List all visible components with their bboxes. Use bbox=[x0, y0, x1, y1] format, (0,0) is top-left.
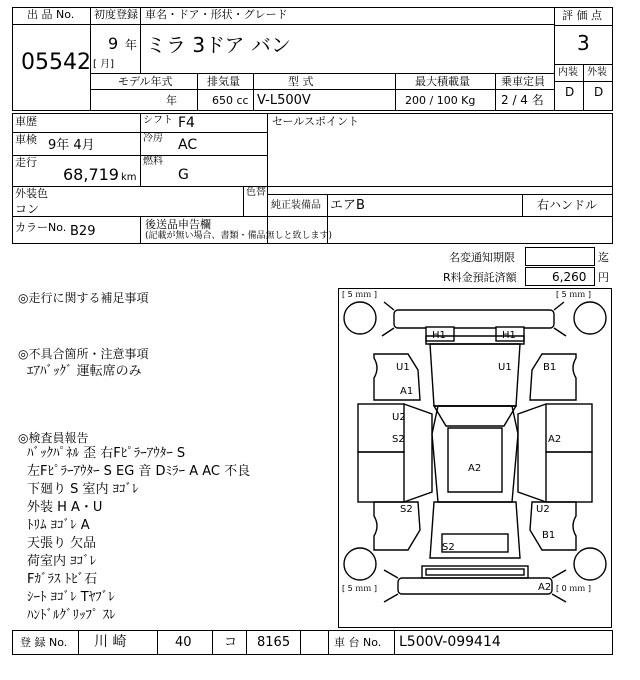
history-label: 車歴 bbox=[15, 115, 37, 128]
details-div-1 bbox=[140, 113, 141, 186]
tread-bottom-right: [ 0 ｍｍ ] bbox=[556, 584, 591, 593]
footer-div-1 bbox=[78, 630, 79, 655]
spec-top-line bbox=[90, 73, 554, 74]
shift-label: シフト bbox=[143, 115, 173, 126]
options-div-1 bbox=[327, 194, 328, 216]
options-label: 純正装備品 bbox=[271, 200, 321, 211]
ext-color-label: 外装色 bbox=[15, 187, 48, 200]
recycle-amount: 6,260 bbox=[552, 270, 587, 284]
name-change-label: 名変通知期限 bbox=[449, 251, 515, 264]
score-label-line bbox=[554, 25, 613, 26]
lot-label-line bbox=[12, 24, 90, 25]
model-type-label: 型 式 bbox=[288, 75, 314, 88]
color-no-value: B29 bbox=[70, 224, 96, 239]
fuel-label: 燃料 bbox=[143, 156, 163, 167]
mark-a2-bottom: A2 bbox=[538, 582, 552, 593]
tail-lamp-inner bbox=[426, 569, 524, 575]
color-div bbox=[243, 186, 244, 216]
color-no-label: カラーNo. bbox=[15, 221, 67, 234]
reg-label-line bbox=[90, 24, 554, 25]
reg-number: 8165 bbox=[257, 635, 291, 650]
max-load-label: 最大積載量 bbox=[415, 75, 470, 88]
repaint-label: 色替 bbox=[246, 187, 266, 198]
inspector-line-10: ﾊﾝﾄﾞﾙｸﾞﾘｯﾌﾟ ｽﾚ bbox=[27, 608, 116, 623]
roof bbox=[448, 428, 502, 492]
options-div-2 bbox=[522, 194, 523, 216]
lot-number: 05542 bbox=[21, 50, 91, 75]
mark-b1-bottom: B1 bbox=[542, 530, 556, 541]
fender-front-right bbox=[530, 354, 576, 400]
mark-u2-bottom: U2 bbox=[536, 504, 550, 515]
mark-s2-bottom: S2 bbox=[442, 542, 455, 553]
hood bbox=[430, 344, 520, 406]
tire-front-right bbox=[574, 302, 606, 334]
windshield bbox=[434, 406, 516, 426]
inspector-line-2: 左Fﾋﾟﾗｰｱｳﾀｰ S EG 音 Dﾐﾗｰ A AC 不良 bbox=[27, 464, 251, 479]
lot-label: 出 品 No. bbox=[27, 8, 75, 21]
options-value: エアB bbox=[330, 198, 365, 213]
inspector-line-1: ﾊﾞｯｸﾊﾟﾈﾙ 歪 右Fﾋﾟﾗｰｱｳﾀｰ S bbox=[27, 446, 186, 461]
footer-div-7 bbox=[394, 630, 395, 655]
car-diagram bbox=[338, 288, 612, 628]
footer-div-6 bbox=[328, 630, 329, 655]
score-value: 3 bbox=[577, 31, 590, 55]
body-center bbox=[432, 406, 518, 502]
docs-note: (記載が無い場合、書類・備品無しと致します) bbox=[145, 231, 333, 241]
mark-b1-top: B1 bbox=[543, 362, 557, 373]
details-div-2 bbox=[267, 113, 268, 244]
mark-s2-left: S2 bbox=[392, 434, 405, 445]
recycle-label: R料金預託済額 bbox=[443, 271, 517, 284]
reg-divider bbox=[140, 7, 141, 73]
grade-divider bbox=[583, 64, 584, 111]
quarter-rear-left bbox=[374, 502, 420, 550]
inspector-line-4: 外装 H A・U bbox=[27, 500, 103, 515]
aircon-value: AC bbox=[178, 137, 198, 153]
model-year-unit: 年 bbox=[166, 94, 177, 107]
spec-div-1 bbox=[197, 73, 198, 111]
mark-u1-mid: U1 bbox=[498, 362, 512, 373]
car-name-label: 車名・ドア・形状・グレード bbox=[145, 8, 288, 21]
tail-lamp bbox=[422, 566, 528, 578]
grade-value-line bbox=[554, 81, 613, 82]
chassis-label: 車 台 No. bbox=[334, 636, 382, 649]
mark-s2-bottom-left: S2 bbox=[400, 504, 413, 515]
displacement: 650 cc bbox=[212, 94, 249, 107]
tread-bottom-left: [ 5 ｍｍ ] bbox=[342, 584, 377, 593]
spec-div-3 bbox=[395, 73, 396, 111]
displacement-label: 排気量 bbox=[207, 75, 240, 88]
interior-grade-label: 内装 bbox=[558, 67, 578, 78]
first-reg-year: 9 bbox=[108, 34, 119, 53]
exterior-grade-label: 外装 bbox=[587, 67, 607, 78]
rear-bumper bbox=[398, 578, 552, 594]
tread-top-right: [ 5 ｍｍ ] bbox=[556, 290, 591, 299]
capacity-label: 乗車定員 bbox=[501, 75, 545, 88]
door-right-rear bbox=[546, 452, 592, 502]
exterior-grade: D bbox=[594, 85, 604, 99]
handle-position: 右ハンドル bbox=[537, 198, 598, 212]
recycle-unit: 円 bbox=[598, 271, 609, 284]
tire-rear-right bbox=[574, 548, 606, 580]
model-year-label: モデル年式 bbox=[118, 75, 173, 88]
capacity: 2 / 4 名 bbox=[501, 93, 544, 107]
side-left-sill bbox=[404, 404, 432, 502]
first-reg-label: 初度登録 bbox=[94, 8, 138, 21]
model-type: V-L500V bbox=[257, 93, 311, 108]
sales-point-label: セールスポイント bbox=[272, 115, 360, 128]
interior-grade: D bbox=[565, 85, 575, 99]
mark-u1-left: U1 bbox=[396, 362, 410, 373]
details-line-4 bbox=[12, 216, 613, 217]
inspector-line-8: Fｶﾞﾗｽ ﾄﾋﾞ石 bbox=[27, 572, 98, 587]
footer-div-2 bbox=[157, 630, 158, 655]
details-line-2 bbox=[12, 155, 267, 156]
reg-area: 川 崎 bbox=[94, 634, 127, 650]
defects-line: ｴｱﾊﾞｯｸﾞ 運転席のみ bbox=[27, 364, 142, 379]
mark-u2-top: U2 bbox=[392, 412, 406, 423]
mark-a1: A1 bbox=[400, 386, 414, 397]
tire-rear-left bbox=[344, 548, 376, 580]
side-right-sill bbox=[518, 404, 546, 502]
front-bumper-ends bbox=[382, 302, 566, 336]
mileage-label: 走行 bbox=[15, 156, 37, 169]
first-reg-month: [ 月] bbox=[93, 59, 114, 70]
aircon-label: 冷房 bbox=[143, 133, 163, 144]
fuel-value: G bbox=[178, 167, 189, 183]
reg-no-label: 登 録 No. bbox=[20, 636, 68, 649]
ext-color-value: コン bbox=[15, 202, 40, 216]
score-label: 評 価 点 bbox=[562, 9, 602, 22]
shift-value: F4 bbox=[178, 115, 195, 131]
name-change-box bbox=[525, 247, 595, 266]
door-left-rear bbox=[358, 452, 404, 502]
driving-notes-title: ◎走行に関する補足事項 bbox=[18, 291, 149, 305]
name-change-suffix: 迄 bbox=[598, 251, 609, 264]
reg-class: 40 bbox=[175, 635, 192, 650]
options-line bbox=[267, 194, 613, 195]
mark-a2-right: A2 bbox=[548, 434, 562, 445]
score-divider bbox=[554, 7, 555, 111]
reg-kana: コ bbox=[224, 635, 238, 650]
details-line-3 bbox=[12, 186, 613, 187]
inspection-label: 車検 bbox=[15, 133, 37, 146]
color-no-div bbox=[140, 216, 141, 244]
details-line-1 bbox=[12, 132, 267, 133]
chassis-no: L500V-099414 bbox=[399, 634, 501, 650]
spec-div-4 bbox=[495, 73, 496, 111]
spec-label-line bbox=[90, 89, 554, 90]
inspector-line-7: 荷室内 ﾖｺﾞﾚ bbox=[27, 554, 97, 569]
mark-h1-right: H1 bbox=[502, 330, 516, 341]
mileage-unit: km bbox=[121, 172, 137, 183]
max-load: 200 / 100 Kg bbox=[405, 94, 476, 107]
front-bumper bbox=[394, 310, 554, 328]
footer-div-5 bbox=[300, 630, 301, 655]
mark-h1-left: H1 bbox=[432, 330, 446, 341]
footer-div-4 bbox=[246, 630, 247, 655]
spec-div-2 bbox=[253, 73, 254, 111]
inspector-line-5: ﾄﾘﾑ ﾖｺﾞﾚ A bbox=[27, 518, 90, 533]
footer-div-3 bbox=[212, 630, 213, 655]
docs-label: 後送品申告欄 bbox=[145, 218, 211, 231]
tread-top-left: [ 5 ｍｍ ] bbox=[342, 290, 377, 299]
defects-title: ◎不具合箇所・注意事項 bbox=[18, 347, 149, 361]
first-reg-year-unit: 年 bbox=[125, 38, 138, 52]
tire-front-left bbox=[344, 302, 376, 334]
mileage-value: 68,719 bbox=[63, 165, 119, 184]
car-name: ミラ 3ドア バン bbox=[146, 33, 291, 57]
mark-a2-center: A2 bbox=[468, 463, 482, 474]
inspector-line-6: 天張り 欠品 bbox=[27, 536, 97, 551]
inspection-value: 9年 4月 bbox=[48, 138, 95, 153]
inspector-line-3: 下廻り S 室内 ﾖｺﾞﾚ bbox=[27, 482, 139, 497]
inspector-line-9: ｼｰﾄ ﾖｺﾞﾚ Tﾔﾌﾞﾚ bbox=[27, 590, 115, 605]
inspector-title: ◎検査員報告 bbox=[18, 431, 89, 445]
